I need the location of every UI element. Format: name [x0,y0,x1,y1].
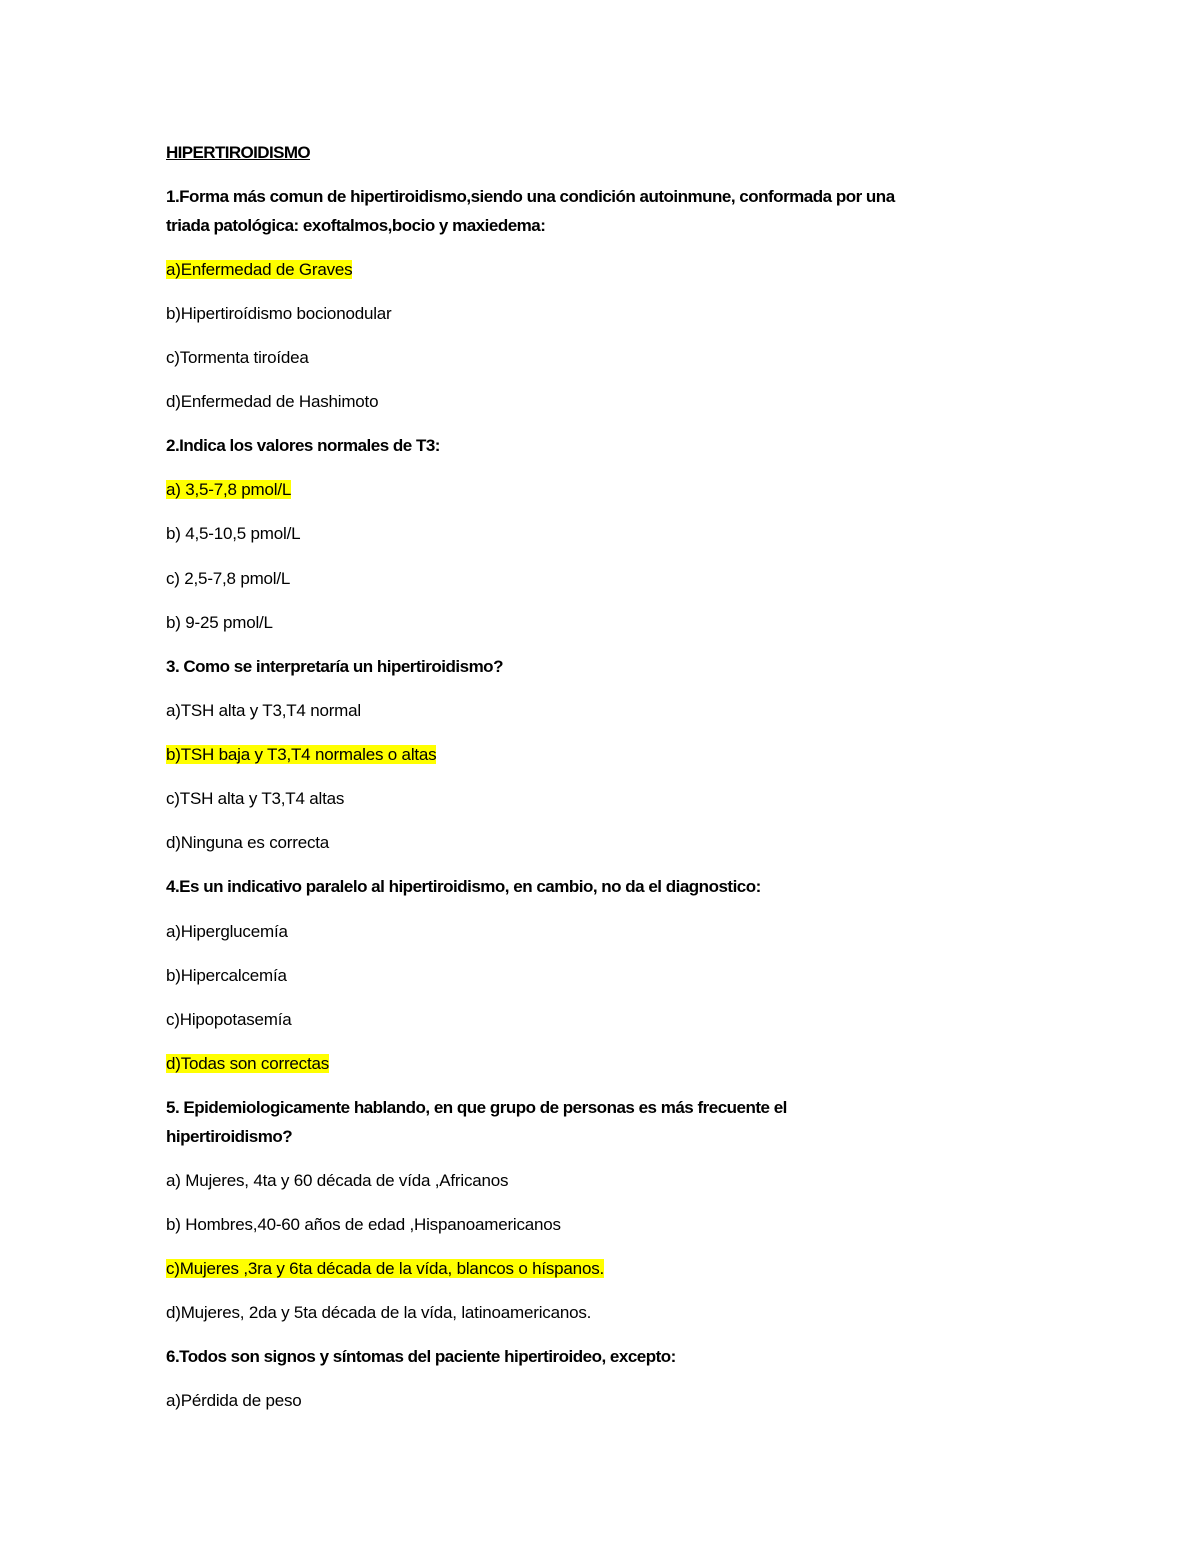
answer-option [166,964,287,988]
highlighted-answer-option [166,1052,329,1076]
answer-option [166,1301,591,1325]
option-label: d)Ninguna es correcta [166,833,330,852]
option-label: a) Mujeres, 4ta y 60 década de vída ,Africanos [166,1171,509,1190]
answer-option [166,699,361,723]
option-label: a)Hiperglucemía [166,922,288,941]
answer-option [166,1389,302,1413]
answer-option [166,346,309,370]
highlighted-answer-option [166,1257,604,1281]
answer-option [166,920,288,944]
option-label: c)TSH alta y T3,T4 altas [166,789,345,808]
option-label: a) 3,5-7,8 pmol/L [166,480,292,499]
answer-option [166,611,273,635]
option-label: c)Tormenta tiroídea [166,348,309,367]
answer-option [166,302,392,326]
question-3-text: 3. Como se interpretaría un hipertiroidismo? [166,657,503,676]
answer-option [166,390,378,414]
option-label: d)Enfermedad de Hashimoto [166,392,379,411]
question-6-text: 6.Todos son signos y síntomas del paciente hipertiroideo, excepto: [166,1347,676,1366]
answer-option [166,567,290,591]
option-label: b) 9-25 pmol/L [166,613,273,632]
option-label: c)Hipopotasemía [166,1010,292,1029]
option-label: d)Todas son correctas [166,1054,330,1073]
answer-option [166,1169,508,1193]
question-1-text: triada patológica: exoftalmos,bocio y maxiedema: [166,216,546,235]
option-label: a)TSH alta y T3,T4 normal [166,701,361,720]
answer-option [166,1213,561,1237]
question-5-text: hipertiroidismo? [166,1127,293,1146]
answer-option [166,1008,292,1032]
option-label: a)Enfermedad de Graves [166,260,353,279]
option-label: b)Hipercalcemía [166,966,287,985]
answer-option [166,787,344,811]
question-4-text: 4.Es un indicativo paralelo al hipertiroidismo, en cambio, no da el diagnostico: [166,877,761,896]
answer-option [166,522,300,546]
highlighted-answer-option [166,258,352,282]
option-label: c) 2,5-7,8 pmol/L [166,569,291,588]
question-5-text: 5. Epidemiologicamente hablando, en que grupo de personas es más frecuente el [166,1098,787,1117]
option-label: a)Pérdida de peso [166,1391,302,1410]
question-1-text: 1.Forma más comun de hipertiroidismo,siendo una condición autoinmune, conformada por una [166,187,895,206]
highlighted-answer-option [166,743,436,767]
highlighted-answer-option [166,478,291,502]
option-label: b)TSH baja y T3,T4 normales o altas [166,745,437,764]
answer-option [166,831,329,855]
document-title: HIPERTIROIDISMO [166,143,311,162]
option-label: b)Hipertiroídismo bocionodular [166,304,392,323]
option-label: d)Mujeres, 2da y 5ta década de la vída, latinoamericanos. [166,1303,592,1322]
option-label: c)Mujeres ,3ra y 6ta década de la vída, blancos o híspanos. [166,1259,605,1278]
option-label: b) 4,5-10,5 pmol/L [166,524,301,543]
question-2-text: 2.Indica los valores normales de T3: [166,436,440,455]
option-label: b) Hombres,40-60 años de edad ,Hispanoamericanos [166,1215,561,1234]
